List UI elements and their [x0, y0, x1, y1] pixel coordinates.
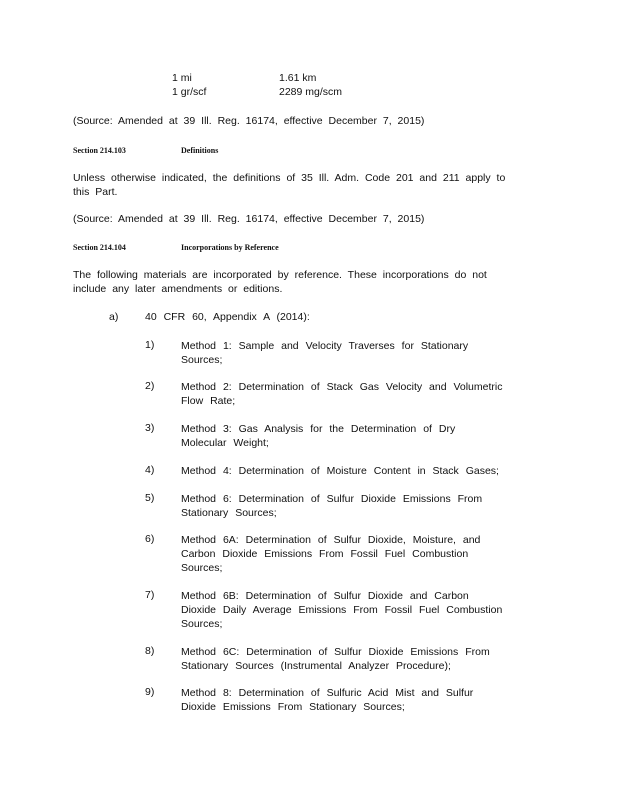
method-number: 3): [145, 422, 155, 434]
source-note: (Source: Amended at 39 Ill. Reg. 16174, effective December 7, 2015): [73, 213, 425, 225]
conversion-to-1: 1.61 km: [279, 72, 317, 84]
definitions-paragraph: Unless otherwise indicated, the definitions of 35 Ill. Adm. Code 201 and 211 apply to this Part.: [73, 172, 506, 198]
method-number: 4): [145, 464, 155, 476]
section-title: Incorporations by Reference: [181, 243, 279, 252]
method-text: Method 8: Determination of Sulfuric Acid Mist and Sulfur Dioxide Emissions From Stationary Sources;: [181, 687, 474, 713]
conversion-from-2: 1 gr/scf: [172, 86, 207, 98]
method-text: Method 6: Determination of Sulfur Dioxide Emissions From Stationary Sources;: [181, 493, 483, 519]
method-number: 7): [145, 589, 155, 601]
section-number: Section 214.104: [73, 243, 126, 252]
method-number: 5): [145, 492, 155, 504]
section-number: Section 214.103: [73, 146, 126, 155]
method-number: 9): [145, 686, 155, 698]
method-text: Method 1: Sample and Velocity Traverses for Stationary Sources;: [181, 340, 469, 366]
method-number: 6): [145, 533, 155, 545]
method-text: Method 6C: Determination of Sulfur Dioxide Emissions From Stationary Sources (Instrumental Analyzer Procedure);: [181, 646, 490, 672]
method-number: 2): [145, 380, 155, 392]
source-note: (Source: Amended at 39 Ill. Reg. 16174, effective December 7, 2015): [73, 115, 425, 127]
method-text: Method 4: Determination of Moisture Content in Stack Gases;: [181, 465, 499, 477]
conversion-to-2: 2289 mg/scm: [279, 86, 343, 98]
method-number: 1): [145, 339, 155, 351]
section-title: Definitions: [181, 146, 219, 155]
conversion-from-1: 1 mi: [172, 72, 192, 84]
method-text: Method 2: Determination of Stack Gas Velocity and Volumetric Flow Rate;: [181, 381, 503, 407]
incorporations-paragraph: The following materials are incorporated by reference. These incorporations do not include any later amendments or editions.: [73, 269, 487, 295]
method-number: 8): [145, 645, 155, 657]
method-text: Method 6B: Determination of Sulfur Dioxide and Carbon Dioxide Daily Average Emissions From Fossil Fuel Combustion Sources;: [181, 590, 503, 630]
list-marker-a: a): [109, 311, 119, 323]
method-text: Method 3: Gas Analysis for the Determination of Dry Molecular Weight;: [181, 423, 456, 449]
list-item-a-text: 40 CFR 60, Appendix A (2014):: [145, 311, 310, 323]
method-text: Method 6A: Determination of Sulfur Dioxide, Moisture, and Carbon Dioxide Emissions From Fossil Fuel Combustion Sources;: [181, 534, 481, 574]
